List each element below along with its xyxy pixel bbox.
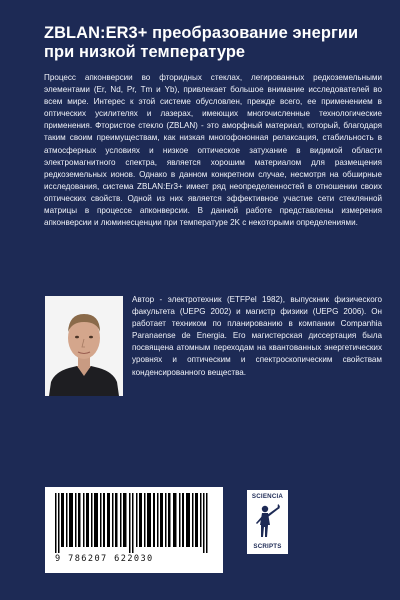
author-portrait-icon xyxy=(45,296,123,396)
book-title: ZBLAN:ER3+ преобразование энергии при низкой температуре xyxy=(44,24,359,61)
figure-with-torch-icon xyxy=(253,503,282,541)
author-bio: Автор - электротехник (ETFPel 1982), выпускник физического факультета (UEPG 2002) и магистр физики (UEPG 2006). Он работает техником по планированию в компании Companhia Paranaense de Energia. Его магистерская диссертация была посвящена атомным переходам на квантованных энергетических уровнях и оптическим и спектроскопическим свойствам конденсированного вещества. xyxy=(132,295,382,377)
publisher-name-line2: SCRIPTS xyxy=(253,543,282,550)
publisher-name-line1: SCIENCIA xyxy=(251,493,284,500)
book-abstract: Процесс апконверсии во фторидных стеклах, легированных редкоземельными элементами (Er, Nd, Pr, Tm и Yb), привлекает большое внимание исследователей во всем мире. Интерес к этой системе обусловлен, прежде всего, ее применением в оптических усилителях и лазерах, имеющих многочисленные технологические применения. Фтористое стекло (ZBLAN) - это аморфный материал, который, благодаря таким своим преимуществам, как низкая многофононная релаксация, стабильность в атмосферных условиях и низкое оптическое затухание в видимой области электромагнитного спектра, является хорошим материалом для размещения редкоземельных ионов. Однако в данном конкретном случае, несмотря на обширные исследования, система ZBLAN:Er3+ имеет ряд неопределенностей в отношении своих оптических свойств. Одной из них является эффективное участие сети стеклянной матрицы в процессе апконверсии. В данной работе представлены измерения апконверсии и люминесценции при температуре 2K с некоторыми определениями. xyxy=(44,73,382,228)
barcode-icon xyxy=(55,493,215,553)
publisher-logo xyxy=(247,490,288,554)
isbn-number: 9 786207 622030 xyxy=(55,554,154,564)
isbn-barcode xyxy=(45,487,223,573)
author-photo xyxy=(45,296,123,396)
